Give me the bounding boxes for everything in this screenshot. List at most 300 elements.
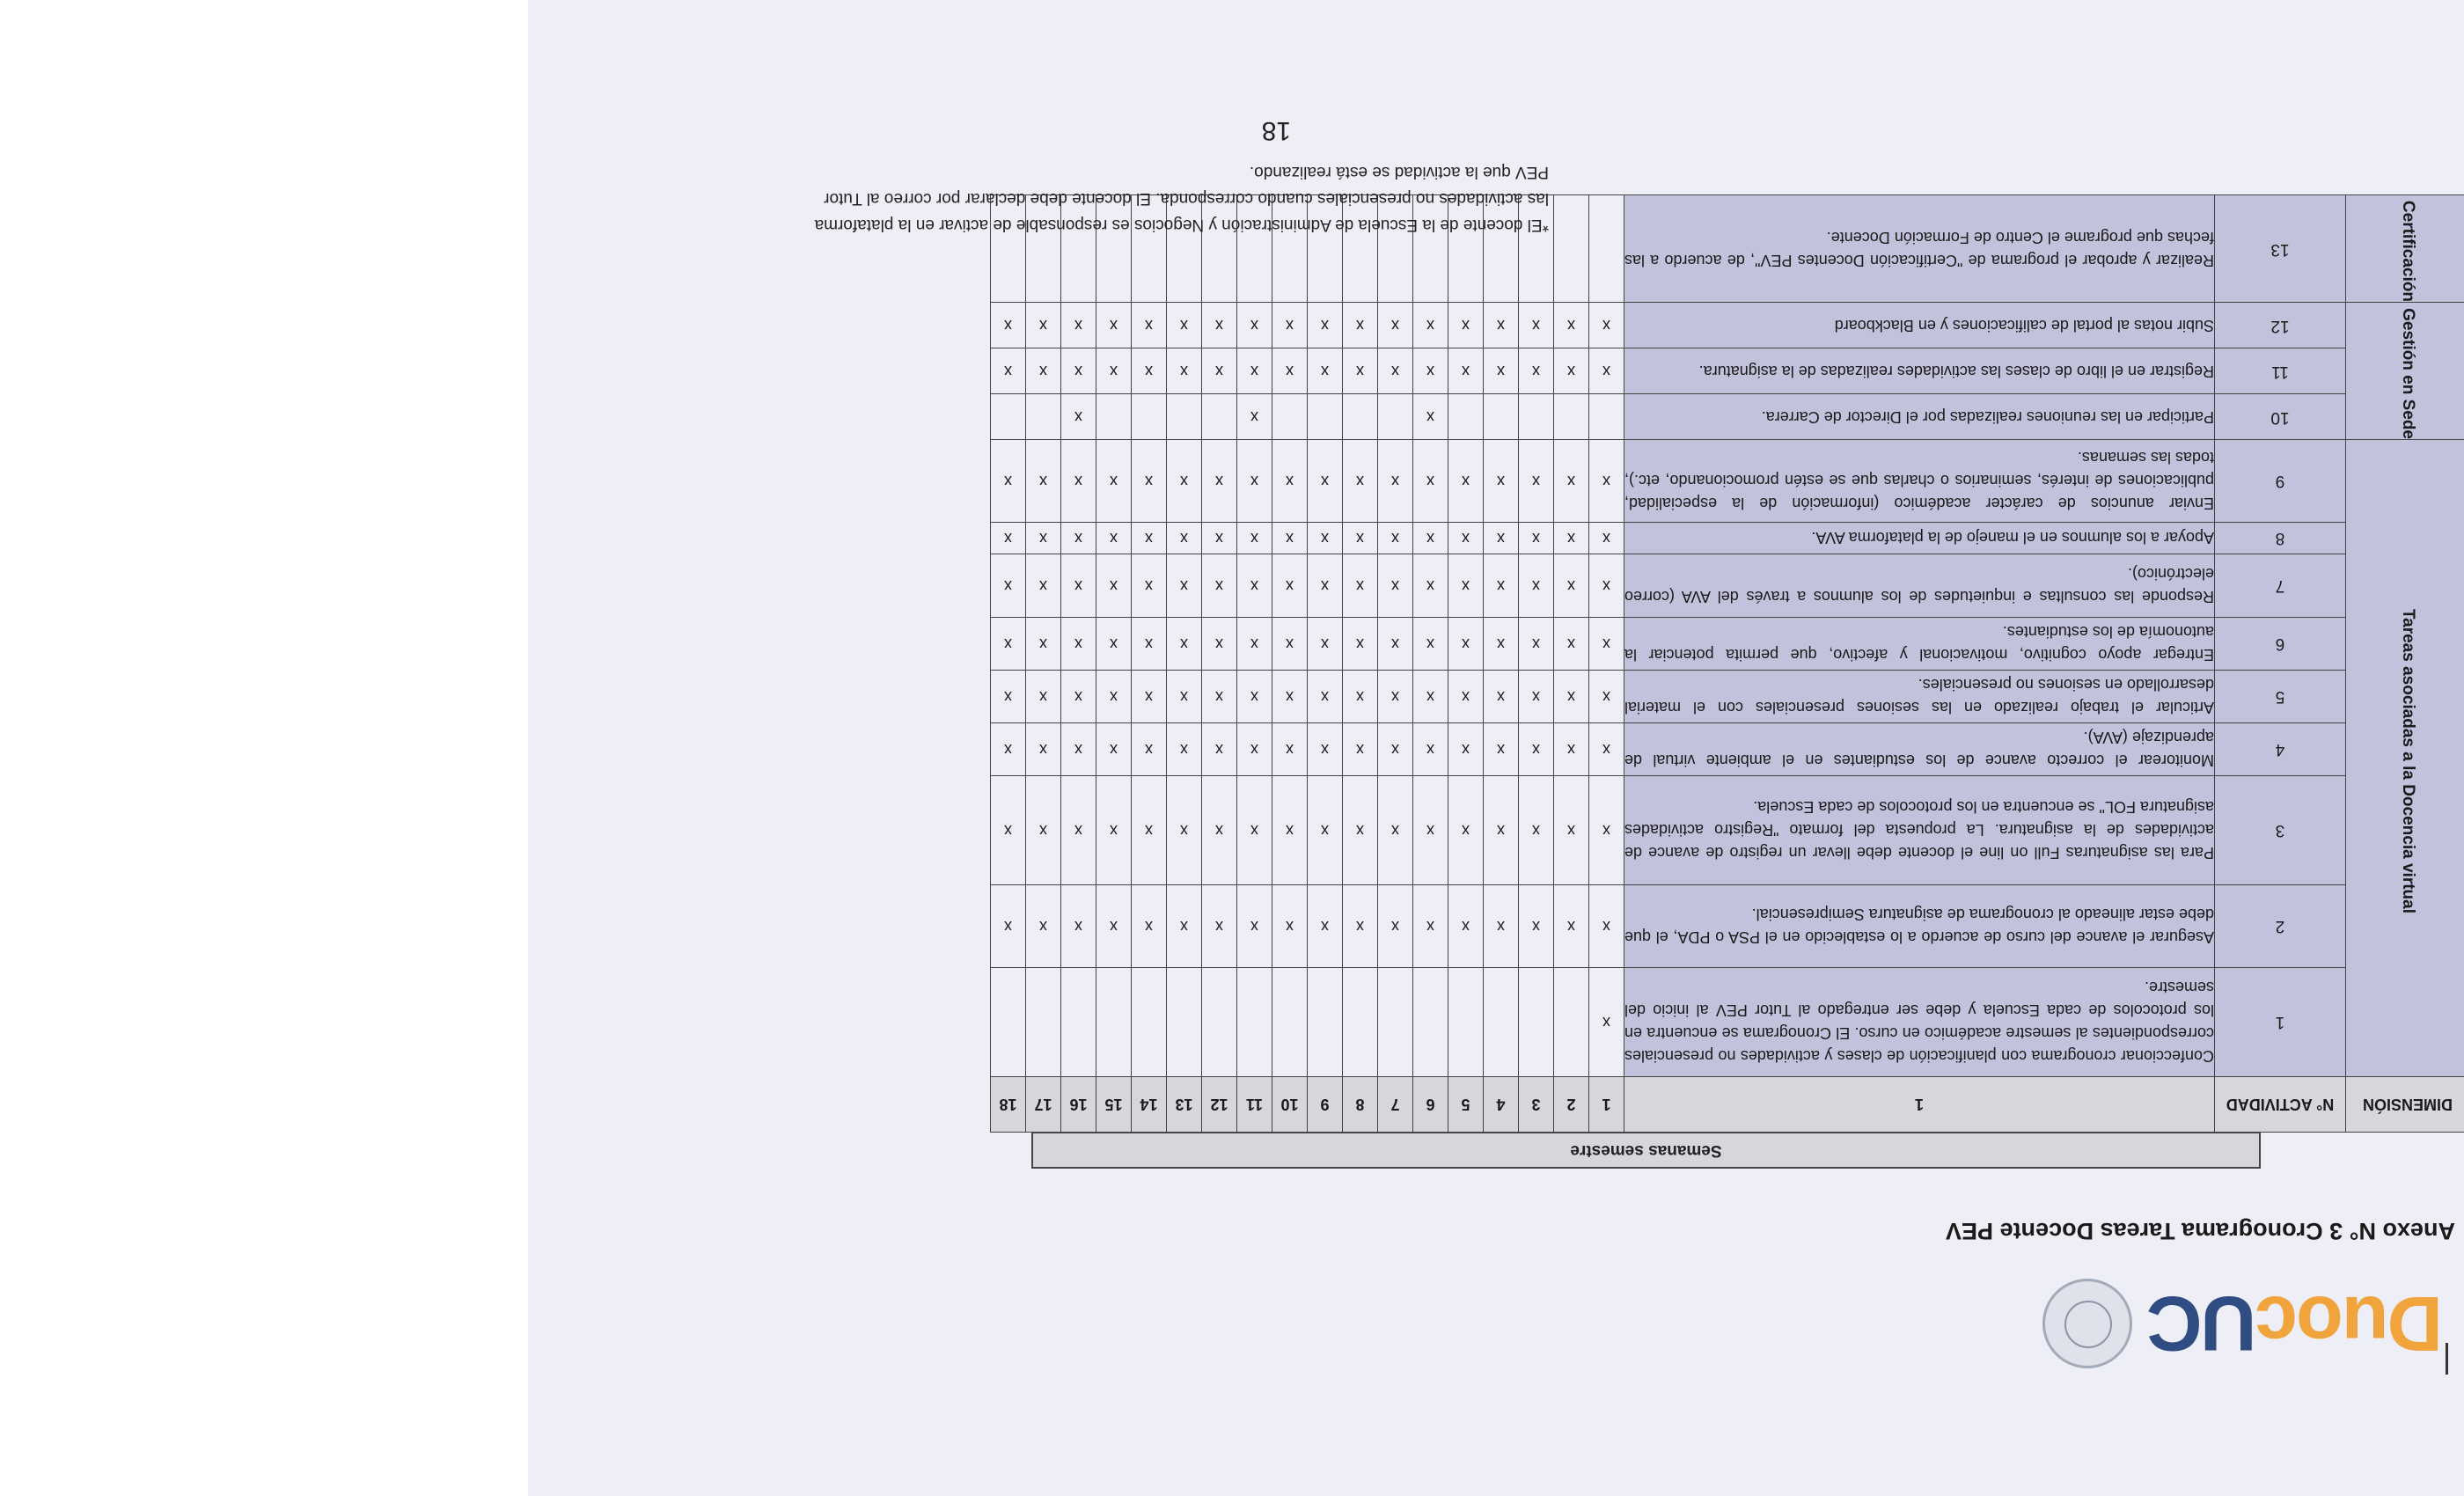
week-mark-cell: x xyxy=(1519,440,1554,523)
activity-number: 13 xyxy=(2215,195,2346,303)
week-mark-cell: x xyxy=(1413,394,1448,440)
week-mark-cell xyxy=(1554,394,1589,440)
week-mark-cell xyxy=(1202,394,1237,440)
week-mark-cell: x xyxy=(1061,303,1096,348)
week-mark-cell: x xyxy=(1096,885,1132,968)
week-mark-cell: x xyxy=(1026,885,1061,968)
week-mark-cell: x xyxy=(991,723,1026,776)
week-mark-cell xyxy=(1378,968,1413,1077)
week-mark-cell xyxy=(1484,968,1519,1077)
week-mark-cell: x xyxy=(991,303,1026,348)
week-mark-cell: x xyxy=(1237,303,1272,348)
week-mark-cell: x xyxy=(1308,776,1343,885)
week-mark-cell: x xyxy=(1308,554,1343,618)
header-week: 2 xyxy=(1554,1077,1589,1133)
week-mark-cell: x xyxy=(1448,885,1484,968)
week-mark-cell: x xyxy=(1519,523,1554,554)
week-mark-cell: x xyxy=(991,618,1026,671)
week-mark-cell: x xyxy=(1061,776,1096,885)
activity-description: Entregar apoyo cognitivo, motivacional y afectivo, que permita potenciar la autonomía de los estudiantes. xyxy=(1624,618,2215,671)
week-mark-cell: x xyxy=(1413,723,1448,776)
week-mark-cell: x xyxy=(1096,618,1132,671)
week-mark-cell: x xyxy=(1167,885,1202,968)
week-mark-cell: x xyxy=(1519,885,1554,968)
seal-icon xyxy=(2042,1279,2132,1368)
week-mark-cell: x xyxy=(1589,671,1624,723)
week-mark-cell: x xyxy=(1343,440,1378,523)
dimension-label: Tareas asociadas a la Docencia virtual xyxy=(2399,608,2417,913)
week-mark-cell: x xyxy=(1519,303,1554,348)
dimension-label: Gestión en Sede xyxy=(2399,308,2417,439)
header-week: 16 xyxy=(1061,1077,1096,1133)
week-mark-cell: x xyxy=(1413,885,1448,968)
week-mark-cell: x xyxy=(1589,440,1624,523)
week-mark-cell: x xyxy=(1026,554,1061,618)
week-mark-cell: x xyxy=(1448,523,1484,554)
week-mark-cell: x xyxy=(1378,618,1413,671)
activity-description: Realizar y aprobar el programa de "Certificación Docentes PEV", de acuerdo a las fechas que programe el Centro de Formación Docente. xyxy=(1624,195,2215,303)
week-mark-cell: x xyxy=(1026,723,1061,776)
week-mark-cell: x xyxy=(1096,523,1132,554)
week-mark-cell xyxy=(1378,394,1413,440)
week-mark-cell xyxy=(1343,968,1378,1077)
week-mark-cell: x xyxy=(991,776,1026,885)
week-mark-cell: x xyxy=(1061,348,1096,394)
week-mark-cell: x xyxy=(1167,723,1202,776)
week-mark-cell xyxy=(1484,394,1519,440)
week-mark-cell: x xyxy=(1237,523,1272,554)
header-week: 12 xyxy=(1202,1077,1237,1133)
week-mark-cell: x xyxy=(1589,968,1624,1077)
week-mark-cell xyxy=(1167,394,1202,440)
week-mark-cell: x xyxy=(1026,618,1061,671)
week-mark-cell: x xyxy=(1132,885,1167,968)
week-mark-cell xyxy=(1202,968,1237,1077)
week-mark-cell: x xyxy=(1237,348,1272,394)
table-body xyxy=(991,195,2464,1077)
activity-description: Participar en las reuniones realizadas por el Director de Carrera. xyxy=(1624,394,2215,440)
week-mark-cell: x xyxy=(1132,776,1167,885)
activity-description: Enviar anuncios de carácter académico (información de la especialidad, publicaciones de interés, seminarios o charlas que se estén promocionando, etc.), todas las semanas. xyxy=(1624,440,2215,523)
week-mark-cell: x xyxy=(1202,776,1237,885)
week-mark-cell: x xyxy=(1519,618,1554,671)
week-mark-cell: x xyxy=(1484,776,1519,885)
activity-description: Articular el trabajo realizado en las sesiones presenciales con el material desarrollado en sesiones no presenciales. xyxy=(1624,671,2215,723)
week-mark-cell: x xyxy=(1096,303,1132,348)
table-row xyxy=(991,440,2464,523)
week-mark-cell: x xyxy=(1202,554,1237,618)
week-mark-cell: x xyxy=(1308,885,1343,968)
header-dimension: DIMENSIÓN xyxy=(2346,1077,2464,1133)
week-mark-cell: x xyxy=(1061,394,1096,440)
page-number: 18 xyxy=(1261,116,1291,145)
activity-number: 7 xyxy=(2215,554,2346,618)
week-mark-cell: x xyxy=(1237,394,1272,440)
week-mark-cell: x xyxy=(1484,523,1519,554)
week-mark-cell: x xyxy=(1096,776,1132,885)
week-mark-cell: x xyxy=(1413,440,1448,523)
header-activity: 1 xyxy=(1624,1077,2215,1133)
week-mark-cell: x xyxy=(1554,554,1589,618)
week-mark-cell: x xyxy=(1132,671,1167,723)
logo-duoc-text: Duoc xyxy=(2256,1280,2443,1368)
week-mark-cell: x xyxy=(1132,348,1167,394)
header-week: 6 xyxy=(1413,1077,1448,1133)
week-mark-cell: x xyxy=(1448,303,1484,348)
week-mark-cell: x xyxy=(1202,440,1237,523)
activity-number: 8 xyxy=(2215,523,2346,554)
week-mark-cell: x xyxy=(1589,723,1624,776)
week-mark-cell: x xyxy=(1061,885,1096,968)
week-mark-cell: x xyxy=(1237,618,1272,671)
week-mark-cell: x xyxy=(1026,776,1061,885)
table-row xyxy=(991,968,2464,1077)
dimension-label: Certificación xyxy=(2399,201,2417,303)
week-mark-cell xyxy=(1308,394,1343,440)
week-mark-cell: x xyxy=(1272,618,1308,671)
header-week: 9 xyxy=(1308,1077,1343,1133)
week-mark-cell: x xyxy=(1589,618,1624,671)
header-week: 1 xyxy=(1589,1077,1624,1133)
week-mark-cell: x xyxy=(991,523,1026,554)
week-mark-cell: x xyxy=(1272,303,1308,348)
week-mark-cell: x xyxy=(1554,523,1589,554)
logo-uc-text: UC xyxy=(2147,1280,2256,1368)
week-mark-cell: x xyxy=(991,885,1026,968)
week-mark-cell: x xyxy=(1448,723,1484,776)
week-mark-cell: x xyxy=(1554,618,1589,671)
week-mark-cell: x xyxy=(1096,723,1132,776)
week-mark-cell xyxy=(1096,968,1132,1077)
week-mark-cell: x xyxy=(1343,671,1378,723)
activity-description: Subir notas al portal de calificaciones y en Blackboard xyxy=(1624,303,2215,348)
week-mark-cell xyxy=(1096,394,1132,440)
week-mark-cell: x xyxy=(1167,618,1202,671)
table-row xyxy=(991,303,2464,348)
week-mark-cell: x xyxy=(1484,671,1519,723)
week-mark-cell: x xyxy=(1096,348,1132,394)
week-mark-cell: x xyxy=(1132,554,1167,618)
week-mark-cell: x xyxy=(1519,348,1554,394)
week-mark-cell: x xyxy=(1484,440,1519,523)
table-row xyxy=(991,554,2464,618)
week-mark-cell: x xyxy=(1343,348,1378,394)
table-row xyxy=(991,723,2464,776)
footnote xyxy=(792,158,1549,238)
week-mark-cell: x xyxy=(1519,776,1554,885)
week-mark-cell: x xyxy=(1343,618,1378,671)
week-mark-cell: x xyxy=(1061,523,1096,554)
week-mark-cell: x xyxy=(1026,440,1061,523)
week-mark-cell: x xyxy=(1308,303,1343,348)
week-mark-cell: x xyxy=(1061,723,1096,776)
week-mark-cell: x xyxy=(1484,723,1519,776)
header-week: 17 xyxy=(1026,1077,1061,1133)
duoc-uc-logo xyxy=(2042,1279,2443,1368)
week-mark-cell xyxy=(1519,968,1554,1077)
week-mark-cell xyxy=(1589,394,1624,440)
week-mark-cell: x xyxy=(1554,303,1589,348)
week-mark-cell xyxy=(1554,195,1589,303)
week-mark-cell: x xyxy=(991,554,1026,618)
week-mark-cell: x xyxy=(1554,723,1589,776)
week-mark-cell: x xyxy=(1484,554,1519,618)
week-mark-cell: x xyxy=(1484,348,1519,394)
week-mark-cell: x xyxy=(1061,618,1096,671)
header-week: 15 xyxy=(1096,1077,1132,1133)
table-row xyxy=(991,348,2464,394)
week-mark-cell: x xyxy=(1202,671,1237,723)
week-mark-cell: x xyxy=(1202,348,1237,394)
annex-title: Anexo N° 3 Cronograma Tareas Docente PEV xyxy=(1946,1218,2455,1244)
header-week: 7 xyxy=(1378,1077,1413,1133)
week-mark-cell: x xyxy=(1026,523,1061,554)
table-header-row xyxy=(991,1077,2464,1133)
week-mark-cell: x xyxy=(1589,776,1624,885)
header-week: 8 xyxy=(1343,1077,1378,1133)
week-mark-cell: x xyxy=(1589,554,1624,618)
activity-number: 2 xyxy=(2215,885,2346,968)
week-mark-cell xyxy=(1554,968,1589,1077)
week-mark-cell: x xyxy=(1272,885,1308,968)
week-mark-cell: x xyxy=(1343,554,1378,618)
week-mark-cell: x xyxy=(1343,523,1378,554)
week-mark-cell: x xyxy=(1308,618,1343,671)
week-mark-cell xyxy=(1343,394,1378,440)
week-mark-cell: x xyxy=(1308,723,1343,776)
header-week: 3 xyxy=(1519,1077,1554,1133)
activity-description: Monitorear el correcto avance de los estudiantes en el ambiente virtual de aprendizaje (AVA). xyxy=(1624,723,2215,776)
week-mark-cell: x xyxy=(1343,885,1378,968)
activity-number: 10 xyxy=(2215,394,2346,440)
week-mark-cell: x xyxy=(1096,440,1132,523)
week-mark-cell: x xyxy=(1272,554,1308,618)
activity-number: 6 xyxy=(2215,618,2346,671)
dimension-cell xyxy=(2346,440,2464,1077)
activity-description: Apoyar a los alumnos en el manejo de la plataforma AVA. xyxy=(1624,523,2215,554)
header-week: 4 xyxy=(1484,1077,1519,1133)
week-mark-cell xyxy=(1237,968,1272,1077)
week-mark-cell: x xyxy=(1026,348,1061,394)
week-mark-cell: x xyxy=(1237,885,1272,968)
week-mark-cell: x xyxy=(1484,885,1519,968)
week-mark-cell: x xyxy=(1554,348,1589,394)
week-mark-cell: x xyxy=(1132,440,1167,523)
week-mark-cell: x xyxy=(1237,440,1272,523)
week-mark-cell: x xyxy=(1237,671,1272,723)
rotated-page-content xyxy=(528,0,2464,1496)
week-mark-cell xyxy=(1026,394,1061,440)
week-mark-cell: x xyxy=(1237,554,1272,618)
week-mark-cell: x xyxy=(991,348,1026,394)
week-mark-cell: x xyxy=(1448,618,1484,671)
week-mark-cell: x xyxy=(1308,440,1343,523)
week-mark-cell: x xyxy=(1519,554,1554,618)
dimension-cell xyxy=(2346,303,2464,440)
week-mark-cell: x xyxy=(1448,671,1484,723)
week-mark-cell: x xyxy=(1061,554,1096,618)
week-mark-cell: x xyxy=(1026,303,1061,348)
week-mark-cell: x xyxy=(1061,440,1096,523)
weeks-band-label: Semanas semestre xyxy=(1570,1141,1722,1160)
week-mark-cell xyxy=(991,394,1026,440)
scanned-page xyxy=(528,0,2464,1496)
activity-number: 9 xyxy=(2215,440,2346,523)
week-mark-cell: x xyxy=(1378,671,1413,723)
week-mark-cell: x xyxy=(1448,554,1484,618)
table-row xyxy=(991,618,2464,671)
week-mark-cell: x xyxy=(1378,723,1413,776)
header-week: 11 xyxy=(1237,1077,1272,1133)
week-mark-cell: x xyxy=(1132,618,1167,671)
week-mark-cell: x xyxy=(1061,671,1096,723)
week-mark-cell: x xyxy=(1378,348,1413,394)
week-mark-cell: x xyxy=(1589,348,1624,394)
week-mark-cell: x xyxy=(1132,723,1167,776)
week-mark-cell: x xyxy=(991,671,1026,723)
header-week: 18 xyxy=(991,1077,1026,1133)
week-mark-cell xyxy=(1589,195,1624,303)
week-mark-cell: x xyxy=(1308,348,1343,394)
table-row xyxy=(991,671,2464,723)
activity-description: Responde las consultas e inquietudes de los alumnos a través del AVA (correo electrónico). xyxy=(1624,554,2215,618)
week-mark-cell: x xyxy=(1519,671,1554,723)
activity-number: 4 xyxy=(2215,723,2346,776)
week-mark-cell: x xyxy=(1202,523,1237,554)
week-mark-cell: x xyxy=(1413,303,1448,348)
footnote-line-1: *El docente de la Escuela de Administración y Negocios es responsable de activar en la plataforma las actividades no presenciales cuando corresponda. El docente debe declarar por correo al Tutor xyxy=(814,189,1549,234)
footnote-line-2: PEV que la actividad se está realizando. xyxy=(1249,163,1549,181)
week-mark-cell xyxy=(991,968,1026,1077)
week-mark-cell: x xyxy=(1554,671,1589,723)
week-mark-cell: x xyxy=(1448,776,1484,885)
week-mark-cell: x xyxy=(1413,554,1448,618)
week-mark-cell: x xyxy=(1202,618,1237,671)
week-mark-cell xyxy=(1272,394,1308,440)
week-mark-cell xyxy=(1061,968,1096,1077)
week-mark-cell: x xyxy=(1272,723,1308,776)
table-row xyxy=(991,523,2464,554)
week-mark-cell xyxy=(1448,394,1484,440)
activity-description: Para las asignaturas Full on line el docente debe llevar un registro de avance de actividades de la asignatura. La propuesta del formato "Registro actividades asignatura FOL" se encuentra en los protocolos de cada Escuela. xyxy=(1624,776,2215,885)
table-row xyxy=(991,776,2464,885)
week-mark-cell: x xyxy=(1272,440,1308,523)
week-mark-cell: x xyxy=(991,440,1026,523)
week-mark-cell: x xyxy=(1343,303,1378,348)
week-mark-cell: x xyxy=(1378,885,1413,968)
week-mark-cell: x xyxy=(1484,618,1519,671)
activity-number: 11 xyxy=(2215,348,2346,394)
week-mark-cell: x xyxy=(1378,776,1413,885)
week-mark-cell: x xyxy=(1413,348,1448,394)
week-mark-cell: x xyxy=(1167,303,1202,348)
week-mark-cell xyxy=(1448,968,1484,1077)
week-mark-cell xyxy=(1272,968,1308,1077)
week-mark-cell: x xyxy=(1308,523,1343,554)
header-week: 5 xyxy=(1448,1077,1484,1133)
schedule-table xyxy=(990,194,2464,1133)
week-mark-cell: x xyxy=(1589,303,1624,348)
week-mark-cell: x xyxy=(1272,523,1308,554)
week-mark-cell: x xyxy=(1378,554,1413,618)
week-mark-cell xyxy=(1413,968,1448,1077)
header-activity-number: N° ACTIVIDAD xyxy=(2215,1077,2346,1133)
week-mark-cell: x xyxy=(1167,776,1202,885)
logo-divider xyxy=(2446,1343,2448,1375)
activity-description: Asegurar el avance del curso de acuerdo a lo establecido en el PSA o PDA, el que debe estar alineado al cronograma de asignatura Semipresencial. xyxy=(1624,885,2215,968)
week-mark-cell: x xyxy=(1413,523,1448,554)
week-mark-cell: x xyxy=(1589,885,1624,968)
week-mark-cell: x xyxy=(1272,776,1308,885)
activity-description: Registrar en el libro de clases las actividades realizadas de la asignatura. xyxy=(1624,348,2215,394)
dimension-cell xyxy=(2346,195,2464,303)
week-mark-cell: x xyxy=(1132,303,1167,348)
activity-description: Confeccionar cronograma con planificación de clases y actividades no presenciales correspondientes al semestre académico en curso. El Cronograma se encuentra en los protocolos de cada Escuela y debe ser entregado al Tutor PEV al inicio del semestre. xyxy=(1624,968,2215,1077)
week-mark-cell xyxy=(1167,968,1202,1077)
week-mark-cell xyxy=(1132,394,1167,440)
week-mark-cell: x xyxy=(1202,885,1237,968)
week-mark-cell: x xyxy=(1554,776,1589,885)
week-mark-cell: x xyxy=(1554,885,1589,968)
week-mark-cell: x xyxy=(1519,723,1554,776)
week-mark-cell xyxy=(1132,968,1167,1077)
week-mark-cell: x xyxy=(1167,348,1202,394)
week-mark-cell: x xyxy=(1272,348,1308,394)
week-mark-cell: x xyxy=(1096,554,1132,618)
activity-number: 12 xyxy=(2215,303,2346,348)
week-mark-cell xyxy=(1308,968,1343,1077)
header-week: 14 xyxy=(1132,1077,1167,1133)
week-mark-cell: x xyxy=(1132,523,1167,554)
week-mark-cell: x xyxy=(1554,440,1589,523)
table-row xyxy=(991,885,2464,968)
week-mark-cell: x xyxy=(1167,671,1202,723)
week-mark-cell: x xyxy=(1448,348,1484,394)
week-mark-cell: x xyxy=(1202,723,1237,776)
week-mark-cell xyxy=(1519,394,1554,440)
activity-number: 5 xyxy=(2215,671,2346,723)
week-mark-cell: x xyxy=(1413,671,1448,723)
week-mark-cell: x xyxy=(1378,523,1413,554)
week-mark-cell: x xyxy=(1167,554,1202,618)
week-mark-cell: x xyxy=(1589,523,1624,554)
week-mark-cell: x xyxy=(1378,440,1413,523)
week-mark-cell: x xyxy=(1202,303,1237,348)
week-mark-cell: x xyxy=(1378,303,1413,348)
week-mark-cell: x xyxy=(1413,618,1448,671)
week-mark-cell: x xyxy=(1413,776,1448,885)
week-mark-cell: x xyxy=(1167,523,1202,554)
activity-number: 1 xyxy=(2215,968,2346,1077)
week-mark-cell: x xyxy=(1237,723,1272,776)
week-mark-cell: x xyxy=(1308,671,1343,723)
activity-number: 3 xyxy=(2215,776,2346,885)
week-mark-cell: x xyxy=(1343,723,1378,776)
week-mark-cell: x xyxy=(1096,671,1132,723)
week-mark-cell: x xyxy=(1237,776,1272,885)
week-mark-cell: x xyxy=(1026,671,1061,723)
header-week: 13 xyxy=(1167,1077,1202,1133)
week-mark-cell: x xyxy=(1343,776,1378,885)
week-mark-cell xyxy=(1026,968,1061,1077)
week-mark-cell: x xyxy=(1484,303,1519,348)
week-mark-cell: x xyxy=(1167,440,1202,523)
table-row xyxy=(991,394,2464,440)
week-mark-cell: x xyxy=(1272,671,1308,723)
week-mark-cell: x xyxy=(1448,440,1484,523)
weeks-band-header xyxy=(1031,1132,2261,1169)
header-week: 10 xyxy=(1272,1077,1308,1133)
